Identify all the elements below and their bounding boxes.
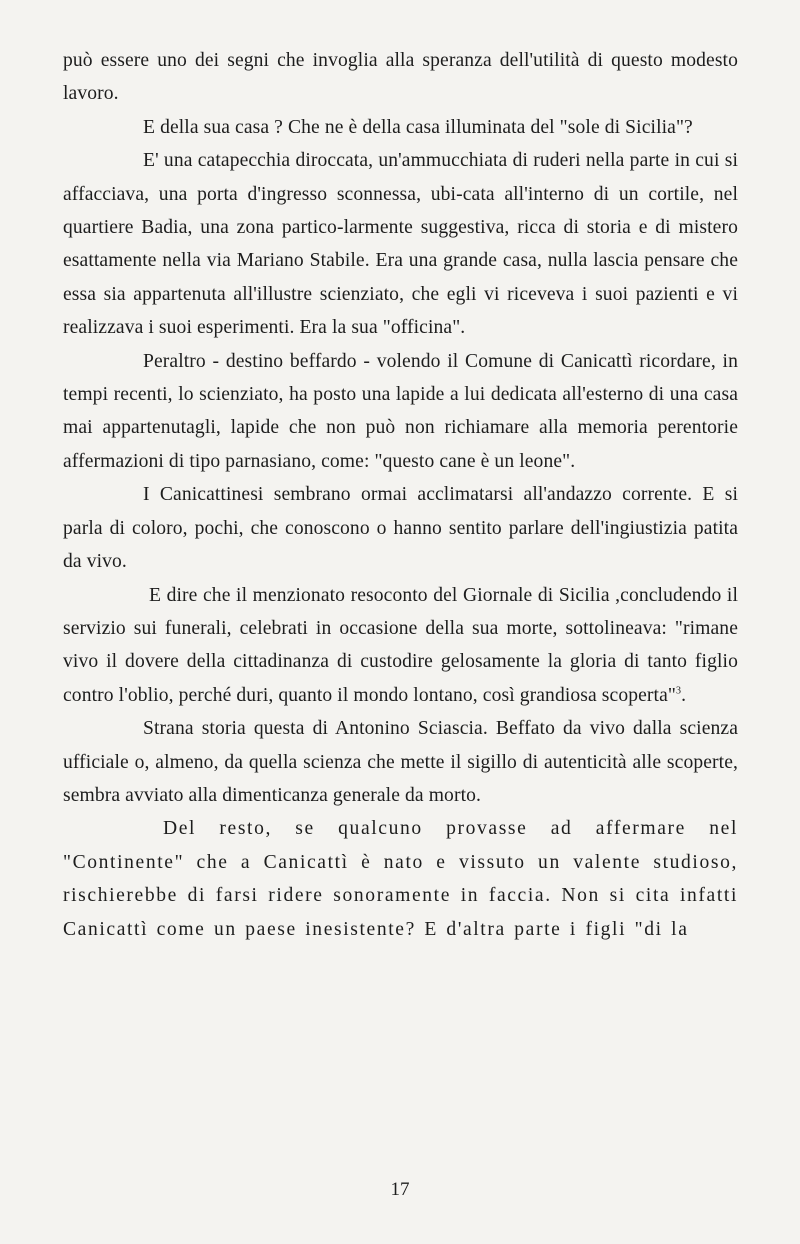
- paragraph-giornale-tail: .: [681, 684, 687, 706]
- paragraph-lapide: Peraltro - destino beffardo - volendo il Comune di Canicattì ricordare, in tempi recenti, lo scienziato, ha posto una lapide a lui dedicata all'esterno di una casa mai appartenutagli, lapide che non può non richiamare alla memoria perentorie affermazioni di tipo parnasiano, come: "questo cane è un leone".: [63, 350, 738, 472]
- paragraph-giornale-text: E dire che il menzionato resoconto del Giornale di Sicilia ,concludendo il servizio sui funerali, celebrati in occasione della sua morte, sottolineava: "rimane vivo il dovere della cittadinanza di custodire gelosamente la gloria di tanto figlio contro l'oblio, perché duri, quanto il mondo lontano, così grandiosa scoperta": [63, 584, 738, 706]
- paragraph-canicattinesi: I Canicattinesi sembrano ormai acclimatarsi all'andazzo corrente. E si parla di coloro, pochi, che conoscono o hanno sentito parlare dell'ingiustizia patita da vivo.: [63, 484, 738, 573]
- paragraph-catapecchia: E' una catapecchia diroccata, un'ammucchiata di ruderi nella parte in cui si affacciava, una porta d'ingresso sconnessa, ubi-cata all'interno di un cortile, nel quartiere Badia, una zona partico-larmente suggestiva, ricca di storia e di mistero esattamente nella via Mariano Stabile. Era una grande casa, nulla lascia pensare che essa sia appartenuta all'illustre scienziato, che egli vi riceveva i suoi pazienti e vi realizzava i suoi esperimenti. Era la sua "officina".: [63, 150, 738, 339]
- paragraph-house-question: E della sua casa ? Che ne è della casa illuminata del "sole di Sicilia"?: [143, 116, 693, 138]
- paragraph-continuation: può essere uno dei segni che invoglia alla speranza dell'utilità di questo modesto lavoro.: [63, 50, 738, 105]
- paragraph-del-resto: Del resto, se qualcuno provasse ad affermare nel "Continente" che a Canicattì è nato e vissuto un valente studioso, rischierebbe di farsi ridere sonoramente in faccia. Non si cita infatti Canicattì come un paese inesistente? E d'altra parte i figli "di la: [63, 818, 738, 940]
- body-text: [63, 44, 738, 946]
- page-number: 17: [390, 1179, 410, 1200]
- footnote-marker: 3: [676, 685, 682, 697]
- paragraph-giornale: [63, 579, 738, 713]
- paragraph-strana-storia: Strana storia questa di Antonino Sciascia. Beffato da vivo dalla scienza ufficiale o, almeno, da quella scienza che mette il sigillo di autenticità alle scoperte, sembra avviato alla dimenticanza generale da morto.: [63, 718, 738, 806]
